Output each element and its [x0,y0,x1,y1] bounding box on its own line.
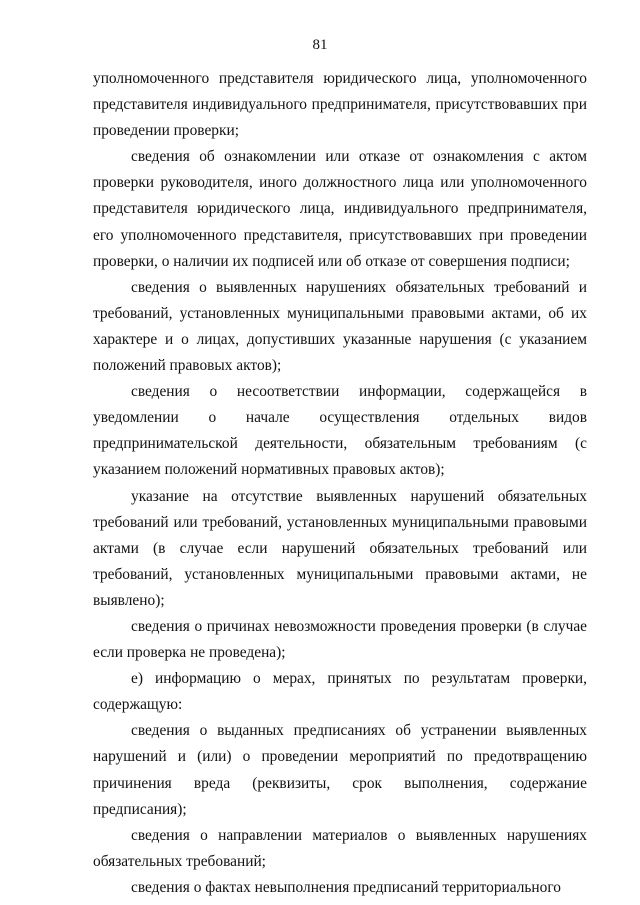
paragraph-7: е) информацию о мерах, принятых по результатам проверки, содержащую: [93,670,587,714]
paragraph-10: сведения о фактах невыполнения предписаний территориального [131,878,561,896]
page-number: 81 [312,37,328,53]
paragraph-3: сведения о выявленных нарушениях обязательных требований и требований, установленных муниципальными правовыми актами, об их характере и о лицах, допустивших указанные нарушения (с указанием положений правовых актов); [93,278,587,375]
paragraph-9: сведения о направлении материалов о выявленных нарушениях обязательных требований; [93,826,587,870]
paragraph-5: указание на отсутствие выявленных нарушений обязательных требований или требований, установленных муниципальными правовыми актами (в случае если нарушений обязательных требований или требований, установленных муниципальными правовыми актами, не выявлено); [93,487,587,609]
paragraph-2: сведения об ознакомлении или отказе от ознакомления с актом проверки руководителя, иного должностного лица или уполномоченного представителя юридического лица, индивидуального предпринимателя, его уполномоченного представителя, присутствовавших при проведении проверки, о наличии их подписей или об отказе от совершения подписи; [93,148,587,270]
paragraph-8: сведения о выданных предписаниях об устранении выявленных нарушений и (или) о проведении мероприятий по предотвращению причинения вреда (реквизиты, срок выполнения, содержание предписания); [93,722,587,818]
document-body [93,66,587,901]
paragraph-4: сведения о несоответствии информации, содержащейся в уведомлении о начале осуществления отдельных видов предпринимательской деятельности, обязательным требованиям (с указанием положений нормативных правовых актов); [93,383,587,479]
paragraph-6: сведения о причинах невозможности проведения проверки (в случае если проверка не проведена); [93,617,587,662]
paragraph-1: уполномоченного представителя юридического лица, уполномоченного представителя индивидуального предпринимателя, присутствовавших при проведении проверки; [93,70,587,140]
